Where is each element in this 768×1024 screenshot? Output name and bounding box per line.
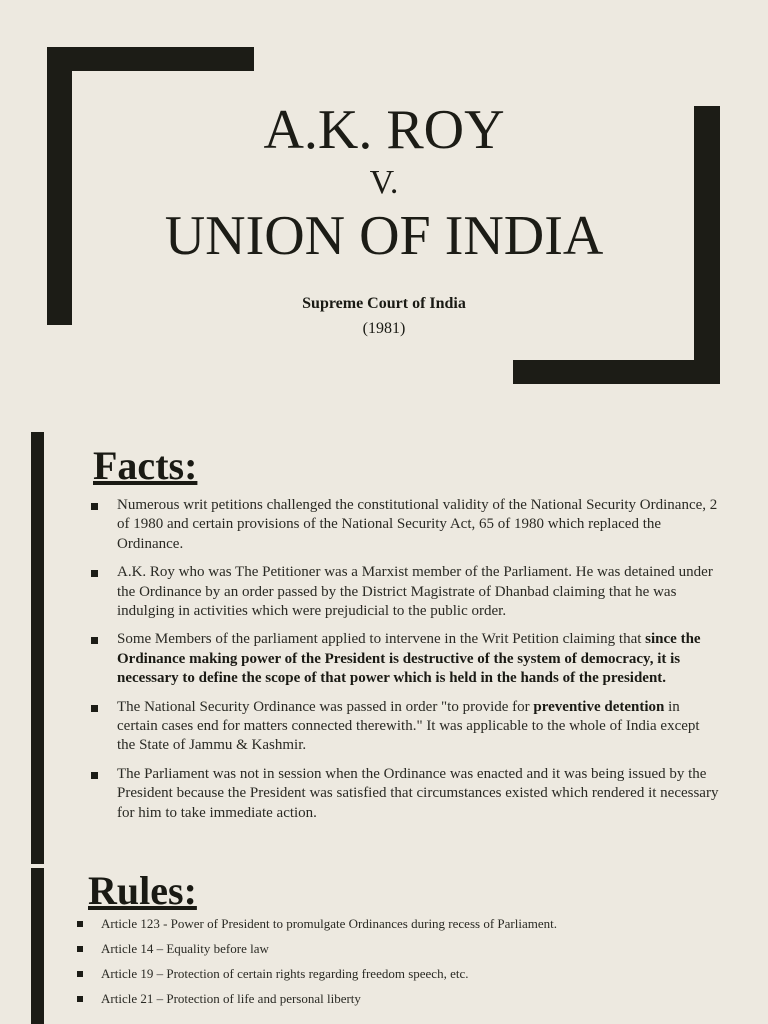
fact-text: Numerous writ petitions challenged the constitutional validity of the National Security Ordinance, 2 of 1980 and certain provisions of the National Security Act, 65 of 1980 which replaced the Ordinance. <box>117 497 718 552</box>
frame-bottom-right-horizontal <box>513 360 720 384</box>
rule-text: Article 21 – Protection of life and personal liberty <box>101 991 361 1006</box>
list-item <box>76 966 716 982</box>
facts-left-accent-bar <box>31 432 44 864</box>
rule-text: Article 14 – Equality before law <box>101 941 269 956</box>
frame-top-left-horizontal <box>47 47 254 71</box>
case-title-versus: V. <box>369 164 399 201</box>
rules-left-accent-bar <box>31 868 44 1024</box>
fact-text: The Parliament was not in session when the Ordinance was enacted and it was being issued by the President because the President was satisfied that circumstances existed which rendered it necessary for him to take immediate action. <box>117 765 719 821</box>
case-title-respondent: UNION OF INDIA <box>164 205 604 267</box>
list-item <box>76 991 716 1007</box>
rules-list <box>76 916 716 1016</box>
case-year: (1981) <box>362 320 406 337</box>
rule-text: Article 123 - Power of President to promulgate Ordinances during recess of Parliament. <box>101 916 557 931</box>
list-item <box>90 765 720 823</box>
list-item <box>90 563 720 621</box>
rule-text: Article 19 – Protection of certain rights regarding freedom speech, etc. <box>101 966 469 981</box>
fact-text: in certain cases end for matters connected therewith." It was applicable to the whole of India except the State of Jammu & Kashmir. <box>117 698 700 754</box>
case-title-petitioner: A.K. ROY <box>263 99 505 161</box>
list-item <box>90 698 720 756</box>
facts-list <box>90 496 720 832</box>
court-name: Supreme Court of India <box>302 295 466 312</box>
list-item <box>90 496 720 554</box>
list-item <box>90 630 720 688</box>
facts-heading: Facts: <box>93 443 198 488</box>
rules-heading: Rules: <box>88 868 197 913</box>
fact-text: A.K. Roy who was The Petitioner was a Marxist member of the Parliament. He was detained under the Ordinance by an order passed by the District Magistrate of Dhanbad claiming that he was indulging in activities which were prejudicial to the public order. <box>117 564 713 620</box>
fact-bold-text: since the Ordinance making power of the President is destructive of the system of democracy, it is necessary to define the scope of that power which is held in the hands of the president. <box>117 631 701 687</box>
fact-text: Some Members of the parliament applied to intervene in the Writ Petition claiming that <box>117 631 646 648</box>
fact-bold-text: preventive detention <box>533 698 665 715</box>
list-item <box>76 941 716 957</box>
list-item <box>76 916 716 932</box>
fact-text: The National Security Ordinance was passed in order "to provide for <box>117 698 534 715</box>
